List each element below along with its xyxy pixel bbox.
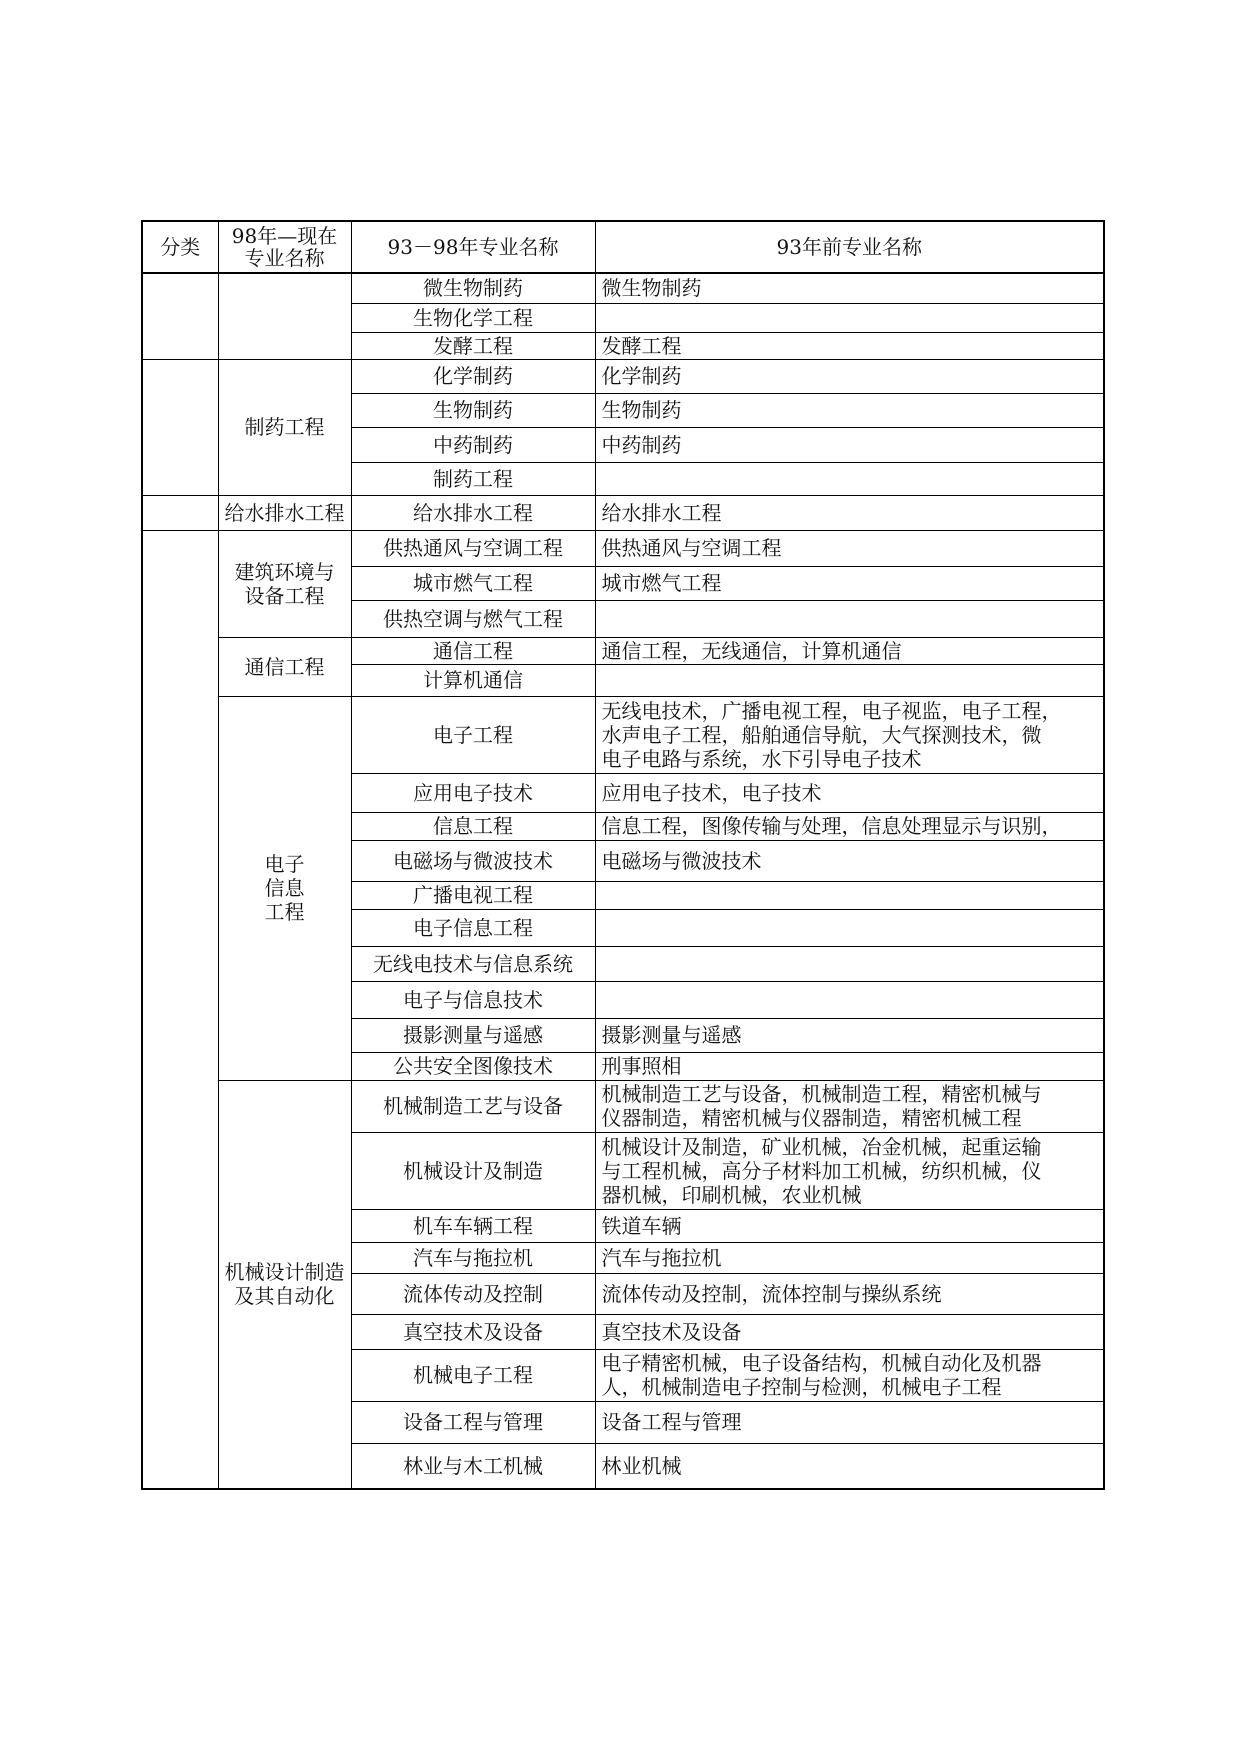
table-cell: 真空技术及设备 — [351, 1314, 595, 1349]
table-cell: 刑事照相 — [595, 1052, 1104, 1080]
table-cell: 供热通风与空调工程 — [351, 530, 595, 566]
table-cell: 城市燃气工程 — [595, 566, 1104, 600]
table-cell: 林业机械 — [595, 1443, 1104, 1489]
table-cell: 给水排水工程 — [351, 495, 595, 530]
header-pre-93-major: 93年前专业名称 — [595, 221, 1104, 273]
table-cell — [595, 664, 1104, 696]
table-cell: 设备工程与管理 — [351, 1401, 595, 1443]
table-cell: 电磁场与微波技术 — [595, 840, 1104, 881]
table-cell: 机械制造工艺与设备，机械制造工程，精密机械与 仪器制造，精密机械与仪器制造，精密机械工程 — [595, 1080, 1104, 1132]
table-cell — [595, 881, 1104, 909]
table-header-row — [142, 221, 1104, 273]
table-cell: 无线电技术，广播电视工程，电子视监，电子工程， 水声电子工程，船舶通信导航，大气探测技术，微 电子电路与系统，水下引导电子技术 — [595, 696, 1104, 773]
table-cell: 机械设计及制造，矿业机械，冶金机械，起重运输 与工程机械，高分子材料加工机械，纺织机械，仪 器机械，印刷机械，农业机械 — [595, 1132, 1104, 1209]
table-cell: 中药制药 — [351, 427, 595, 462]
table-cell: 供热通风与空调工程 — [595, 530, 1104, 566]
table-row — [142, 359, 1104, 393]
table-cell: 通信工程 — [351, 637, 595, 664]
table-cell: 摄影测量与遥感 — [595, 1018, 1104, 1052]
table-cell: 通信工程，无线通信，计算机通信 — [595, 637, 1104, 664]
table-cell — [595, 600, 1104, 637]
table-cell: 制药工程 — [351, 462, 595, 495]
table-cell: 微生物制药 — [595, 273, 1104, 303]
table-row — [142, 530, 1104, 566]
header-current-major: 98年—现在 专业名称 — [218, 221, 351, 273]
table-cell: 真空技术及设备 — [595, 1314, 1104, 1349]
table-cell: 机械设计及制造 — [351, 1132, 595, 1209]
table-cell: 林业与木工机械 — [351, 1443, 595, 1489]
table-cell: 电子 信息 工程 — [218, 696, 351, 1080]
table-cell — [218, 273, 351, 359]
table-cell — [595, 946, 1104, 981]
table-cell: 化学制药 — [351, 359, 595, 393]
table-cell: 通信工程 — [218, 637, 351, 696]
table-cell: 摄影测量与遥感 — [351, 1018, 595, 1052]
table-cell: 城市燃气工程 — [351, 566, 595, 600]
table-cell — [142, 495, 218, 530]
table-cell — [595, 303, 1104, 332]
table-cell: 机械制造工艺与设备 — [351, 1080, 595, 1132]
table-cell: 电磁场与微波技术 — [351, 840, 595, 881]
table-cell: 计算机通信 — [351, 664, 595, 696]
table-cell: 中药制药 — [595, 427, 1104, 462]
table-cell — [595, 981, 1104, 1018]
table-cell: 信息工程，图像传输与处理，信息处理显示与识别， — [595, 812, 1104, 840]
table-row — [142, 273, 1104, 303]
table-cell: 电子精密机械，电子设备结构，机械自动化及机器 人，机械制造电子控制与检测，机械电子工程 — [595, 1349, 1104, 1401]
table-cell: 给水排水工程 — [595, 495, 1104, 530]
table-cell: 无线电技术与信息系统 — [351, 946, 595, 981]
table-cell — [142, 273, 218, 359]
table-cell: 供热空调与燃气工程 — [351, 600, 595, 637]
table-cell: 电子工程 — [351, 696, 595, 773]
table-cell: 应用电子技术，电子技术 — [595, 773, 1104, 812]
table-cell: 应用电子技术 — [351, 773, 595, 812]
table-cell: 机械设计制造 及其自动化 — [218, 1080, 351, 1489]
table-cell: 制药工程 — [218, 359, 351, 495]
table-cell: 信息工程 — [351, 812, 595, 840]
table-cell: 公共安全图像技术 — [351, 1052, 595, 1080]
table-cell: 设备工程与管理 — [595, 1401, 1104, 1443]
table-cell: 机车车辆工程 — [351, 1209, 595, 1242]
table-cell: 微生物制药 — [351, 273, 595, 303]
table-cell: 给水排水工程 — [218, 495, 351, 530]
major-comparison-table — [141, 220, 1105, 1490]
table-cell — [595, 909, 1104, 946]
table-cell: 生物化学工程 — [351, 303, 595, 332]
table-row — [142, 1080, 1104, 1132]
table-cell: 生物制药 — [351, 393, 595, 427]
table-cell: 流体传动及控制 — [351, 1273, 595, 1314]
table-cell: 生物制药 — [595, 393, 1104, 427]
table-cell: 电子信息工程 — [351, 909, 595, 946]
table-row — [142, 495, 1104, 530]
table-cell: 广播电视工程 — [351, 881, 595, 909]
table-cell: 发酵工程 — [595, 332, 1104, 359]
header-93-98-major: 93－98年专业名称 — [351, 221, 595, 273]
table-cell: 汽车与拖拉机 — [351, 1242, 595, 1273]
table-cell: 建筑环境与 设备工程 — [218, 530, 351, 637]
table-cell: 化学制药 — [595, 359, 1104, 393]
table-row — [142, 637, 1104, 664]
table-cell: 发酵工程 — [351, 332, 595, 359]
table-cell: 流体传动及控制，流体控制与操纵系统 — [595, 1273, 1104, 1314]
table-cell: 铁道车辆 — [595, 1209, 1104, 1242]
table-cell: 机械电子工程 — [351, 1349, 595, 1401]
table-cell: 电子与信息技术 — [351, 981, 595, 1018]
header-category: 分类 — [142, 221, 218, 273]
table-cell: 汽车与拖拉机 — [595, 1242, 1104, 1273]
table-row — [142, 696, 1104, 773]
table-cell — [595, 462, 1104, 495]
table-cell — [142, 359, 218, 495]
table-cell — [142, 530, 218, 1489]
